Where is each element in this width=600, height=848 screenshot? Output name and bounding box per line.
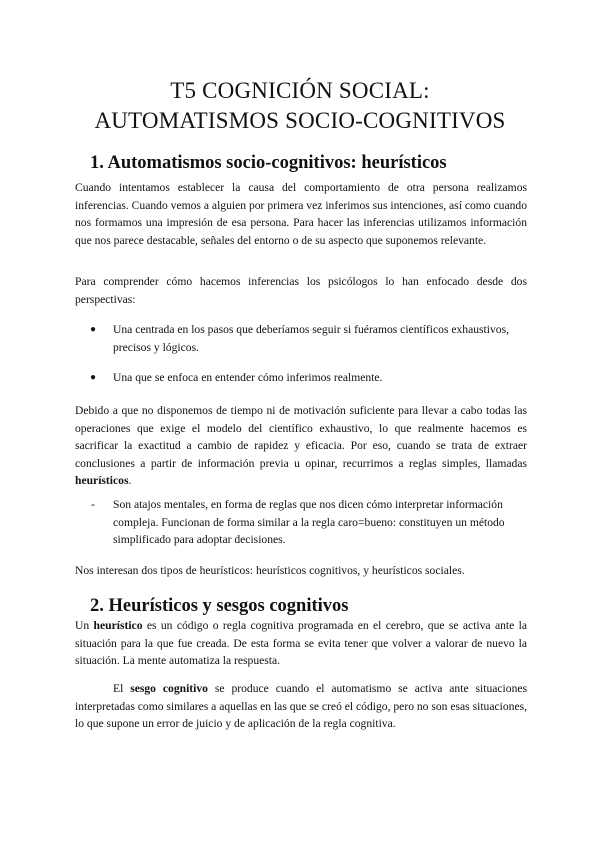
dash-marker: - xyxy=(91,498,95,511)
section-1-paragraph-4: Nos interesan dos tipos de heurísticos: heurísticos cognitivos, y heurísticos sociales. xyxy=(75,564,465,577)
section-2-paragraph-1 xyxy=(75,617,527,670)
title-line-2: AUTOMATISMOS SOCIO-COGNITIVOS xyxy=(94,108,506,133)
title-line-1: T5 COGNICIÓN SOCIAL: xyxy=(170,78,430,103)
section-1-paragraph-3 xyxy=(75,402,527,490)
bullet-dot: ● xyxy=(90,372,97,383)
paragraph-text: es un código o regla cognitiva programada en el cerebro, que se activa ante la situación para la que fue creada. De esta forma se evita tener que volver a valorar de nuevo la situación. La mente automatiza la respuesta. xyxy=(75,619,527,667)
section-1-heading: 1. Automatismos socio-cognitivos: heurísticos xyxy=(90,153,447,173)
section-2-paragraph-2 xyxy=(75,680,527,733)
section-1-paragraph-1: Cuando intentamos establecer la causa del comportamiento de otra persona realizamos inferencias. Cuando vemos a alguien por primera vez inferimos sus intenciones, así como cuando nos formamos una impresión de esa persona. Para hacer las inferencias utilizamos información que nos parece destacable, señales del entorno o de su aspecto que suponemos relevante. xyxy=(75,181,527,247)
page-title xyxy=(40,76,560,136)
paragraph-3-text: Debido a que no disponemos de tiempo ni de motivación suficiente para llevar a cabo todas las operaciones que exige el modelo del científico exhaustivo, lo que realmente hacemos es sacrificar la exactitud a cambio de rapidez y eficacia. Por eso, cuando se trata de extraer conclusiones a partir de información previa u opinar, recurrimos a reglas simples, llamadas xyxy=(75,404,527,470)
section-1-paragraph-2: Para comprender cómo hacemos inferencias los psicólogos lo han enfocado desde dos perspectivas: xyxy=(75,275,527,306)
paragraph-3-end: . xyxy=(128,474,132,487)
section-2-heading: 2. Heurísticos y sesgos cognitivos xyxy=(90,596,349,616)
bullet-item-1: Una centrada en los pasos que deberíamos seguir si fuéramos científicos exhaustivos, precisos y lógicos. xyxy=(113,323,510,354)
dash-item: Son atajos mentales, en forma de reglas que nos dicen cómo interpretar información compleja. Funcionan de forma similar a la regla caro=bueno: constituyen un método simplificado para adoptar decisiones. xyxy=(113,498,505,546)
paragraph-prefix: El xyxy=(113,682,131,695)
bullet-dot: ● xyxy=(90,324,97,335)
paragraph-text: se produce cuando el automatismo se activa ante situaciones interpretadas como similares a aquellas en las que se creó el código, pero no son esas situaciones, lo que supone un error de juicio y de aplicación de la regla cognitiva. xyxy=(75,682,528,730)
paragraph-prefix: Un xyxy=(75,619,94,632)
term-heuristico: heurístico xyxy=(93,619,143,632)
term-heuristicos: heurísticos xyxy=(75,474,129,487)
bullet-item-2: Una que se enfoca en entender cómo inferimos realmente. xyxy=(113,371,383,384)
term-sesgo-cognitivo: sesgo cognitivo xyxy=(130,682,208,695)
